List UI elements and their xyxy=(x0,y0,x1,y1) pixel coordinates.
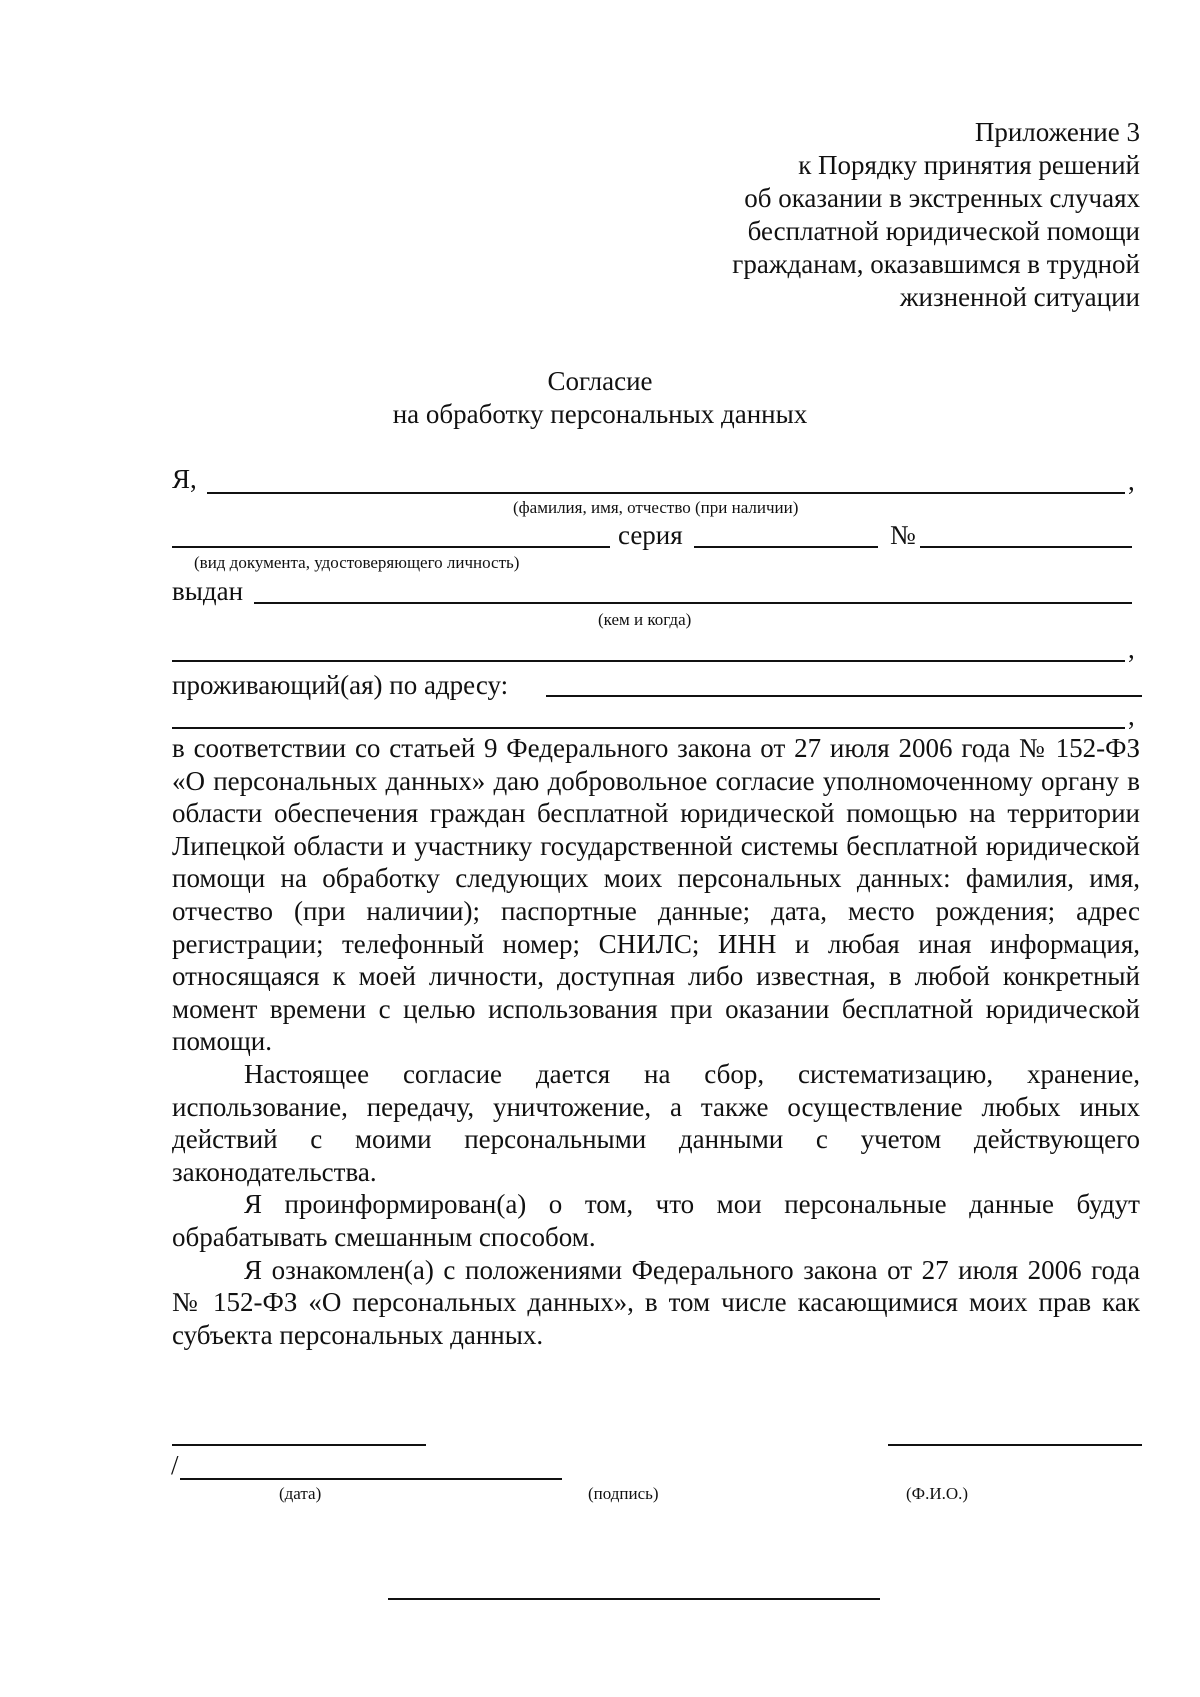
body-paragraph: Настоящее согласие дается на сбор, систематизацию, хранение, использование, передачу, уничтожение, а также осуществление любых иных действий с моими персональными данными с учетом действующего законодательства. xyxy=(172,1058,1140,1187)
comma: , xyxy=(1128,466,1135,496)
bottom-separator xyxy=(388,1598,880,1600)
document-title: Согласие xyxy=(547,366,653,396)
doc-type-hint: (вид документа, удостоверяющего личность) xyxy=(194,553,520,572)
body-paragraph: Я ознакомлен(а) с положениями Федерального закона от 27 июля 2006 года № 152-ФЗ «О персональных данных», в том числе касающимися моих прав как субъекта персональных данных. xyxy=(172,1254,1140,1350)
label-seria: серия xyxy=(618,520,683,550)
number-field[interactable] xyxy=(920,546,1132,548)
header-line: жизненной ситуации xyxy=(899,282,1140,312)
address-field-continued[interactable] xyxy=(172,727,1125,729)
header-line: гражданам, оказавшимся в трудной xyxy=(732,249,1140,279)
signature-field[interactable] xyxy=(180,1478,562,1480)
label-number: № xyxy=(890,520,916,550)
comma: , xyxy=(1128,634,1135,664)
comma: , xyxy=(1128,701,1135,731)
address-field[interactable] xyxy=(546,695,1142,697)
body-paragraph: Я проинформирован(а) о том, что мои персональные данные будут обрабатывать смешанным способом. xyxy=(172,1189,1140,1252)
document-subtitle: на обработку персональных данных xyxy=(392,399,808,429)
document-type-field[interactable] xyxy=(172,546,610,548)
header-line: Приложение 3 xyxy=(974,117,1140,147)
consent-body xyxy=(172,732,1140,1351)
fio-signature-field[interactable] xyxy=(888,1444,1142,1446)
appendix-header xyxy=(580,116,1140,314)
fio-field[interactable] xyxy=(207,492,1125,494)
date-hint: (дата) xyxy=(279,1484,322,1503)
header-line: к Порядку принятия решений xyxy=(798,150,1140,180)
header-line: об оказании в экстренных случаях xyxy=(744,183,1140,213)
label-address: проживающий(ая) по адресу: xyxy=(172,670,509,700)
body-paragraph: в соответствии со статьей 9 Федерального закона от 27 июля 2006 года № 152-ФЗ «О персональных данных» даю добровольное согласие уполномоченному органу в области обеспечения граждан бесплатной юридической помощью на территории Липецкой области и участнику государственной системы бесплатной юридической помощи на обработку следующих моих персональных данных: фамилия, имя, отчество (при наличии); паспортные данные; дата, место рождения; адрес регистрации; телефонный номер; СНИЛС; ИНН и любая иная информация, относящаяся к моей личности, доступная либо известная, в любой конкретный момент времени с целью использования при оказании бесплатной юридической помощи. xyxy=(172,733,1140,1057)
label-ya: Я, xyxy=(172,464,197,494)
signature-hint: (подпись) xyxy=(588,1484,659,1503)
date-field[interactable] xyxy=(172,1444,426,1446)
seria-field[interactable] xyxy=(694,546,878,548)
fio-hint: (фамилия, имя, отчество (при наличии) xyxy=(513,498,799,517)
issued-by-field-continued[interactable] xyxy=(172,660,1125,662)
issued-by-hint: (кем и когда) xyxy=(598,610,692,629)
label-vydan: выдан xyxy=(172,576,244,606)
slash-separator: / xyxy=(171,1450,179,1480)
issued-by-field[interactable] xyxy=(254,602,1132,604)
header-line: бесплатной юридической помощи xyxy=(747,216,1140,246)
fio-hint: (Ф.И.О.) xyxy=(906,1484,969,1503)
